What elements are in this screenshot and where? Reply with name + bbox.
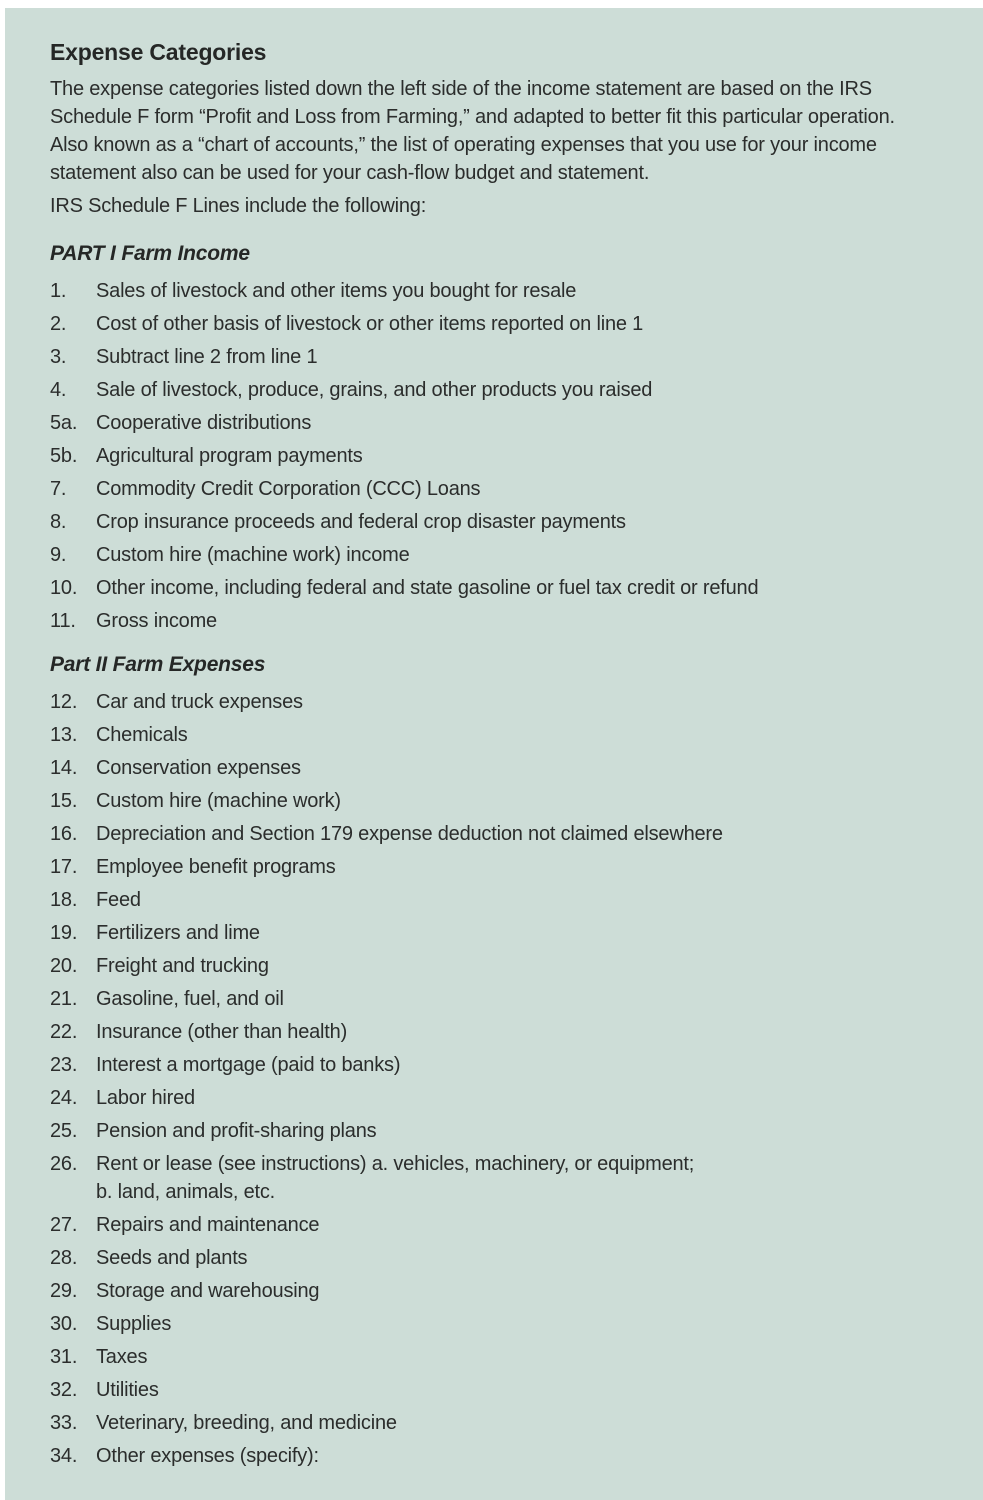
- list-item-text-line: Other expenses (specify):: [96, 1445, 319, 1467]
- list-item-text-line: Interest a mortgage (paid to banks): [96, 1054, 401, 1076]
- list-item-text-line: Sale of livestock, produce, grains, and other products you raised: [96, 379, 653, 401]
- list-item: [50, 1117, 935, 1145]
- part1-income-list: [50, 277, 935, 635]
- list-item-text: [96, 277, 935, 305]
- list-item-text-line: Subtract line 2 from line 1: [96, 346, 318, 368]
- list-item: [50, 1442, 935, 1470]
- list-item-text-line: Repairs and maintenance: [96, 1214, 320, 1236]
- list-item-text-line: Insurance (other than health): [96, 1021, 348, 1043]
- list-item: [50, 376, 935, 404]
- list-item: [50, 1211, 935, 1239]
- list-item-text-line: Labor hired: [96, 1087, 195, 1109]
- list-item-number: 13.: [50, 724, 78, 746]
- list-item-number: 33.: [50, 1412, 78, 1434]
- list-item: [50, 541, 935, 569]
- list-item-text-line: Storage and warehousing: [96, 1280, 320, 1302]
- list-item-text: [96, 607, 935, 635]
- list-item: [50, 574, 935, 602]
- list-item-text: [96, 442, 935, 470]
- list-item-text-line: Veterinary, breeding, and medicine: [96, 1412, 397, 1434]
- list-item-text: [96, 721, 935, 749]
- list-item: [50, 886, 935, 914]
- list-item-text-line: Gasoline, fuel, and oil: [96, 988, 284, 1010]
- list-item: [50, 853, 935, 881]
- list-item-text: [96, 1343, 935, 1371]
- list-item-text: [96, 1150, 935, 1206]
- list-item: [50, 820, 935, 848]
- list-item-text-line: Depreciation and Section 179 expense deduction not claimed elsewhere: [96, 823, 723, 845]
- list-item: [50, 607, 935, 635]
- list-item-number: 19.: [50, 922, 78, 944]
- list-item-number: 34.: [50, 1445, 78, 1467]
- list-item-text: [96, 1277, 935, 1305]
- list-item-text: [96, 1117, 935, 1145]
- list-item-number: 7.: [50, 478, 67, 500]
- list-item-text-line: Crop insurance proceeds and federal crop disaster payments: [96, 511, 626, 533]
- list-item-number: 17.: [50, 856, 78, 878]
- list-item: [50, 310, 935, 338]
- list-item-text: [96, 853, 935, 881]
- list-item-number: 18.: [50, 889, 78, 911]
- list-item-number: 32.: [50, 1379, 78, 1401]
- list-item: [50, 343, 935, 371]
- lead-in-line: IRS Schedule F Lines include the following:: [50, 195, 427, 217]
- list-item-number: 29.: [50, 1280, 78, 1302]
- list-item: [50, 1409, 935, 1437]
- list-item-number: 1.: [50, 280, 67, 302]
- list-item-text: [96, 508, 935, 536]
- list-item-text-line: Fertilizers and lime: [96, 922, 260, 944]
- list-item-number: 14.: [50, 757, 78, 779]
- list-item: [50, 952, 935, 980]
- list-item-text-line: Gross income: [96, 610, 217, 632]
- list-item: [50, 1343, 935, 1371]
- list-item: [50, 1244, 935, 1272]
- list-item-text-line: Cooperative distributions: [96, 412, 312, 434]
- list-item-text: [96, 1409, 935, 1437]
- list-item: [50, 475, 935, 503]
- list-item-text-line: Taxes: [96, 1346, 148, 1368]
- list-item: [50, 985, 935, 1013]
- list-item-text: [96, 1211, 935, 1239]
- list-item-number: 11.: [50, 610, 76, 632]
- list-item-text: [96, 886, 935, 914]
- list-item: [50, 688, 935, 716]
- list-item-text-line: Rent or lease (see instructions) a. vehicles, machinery, or equipment;: [96, 1153, 695, 1175]
- section-heading-part1: PART I Farm Income: [50, 242, 250, 265]
- list-item-text-line: Employee benefit programs: [96, 856, 336, 878]
- list-item-text-line: Sales of livestock and other items you bought for resale: [96, 280, 577, 302]
- list-item-number: 22.: [50, 1021, 78, 1043]
- list-item: [50, 1084, 935, 1112]
- list-item-text: [96, 985, 935, 1013]
- list-item-text: [96, 1442, 935, 1470]
- list-item: [50, 721, 935, 749]
- list-item-number: 5a.: [50, 412, 78, 434]
- list-item-number: 30.: [50, 1313, 78, 1335]
- list-item-text: [96, 919, 935, 947]
- list-item-text: [96, 574, 935, 602]
- list-item-number: 25.: [50, 1120, 78, 1142]
- list-item-text-line: Freight and trucking: [96, 955, 269, 977]
- list-item-text: [96, 688, 935, 716]
- list-item-text-line: Conservation expenses: [96, 757, 301, 779]
- list-item-text-line: Custom hire (machine work): [96, 790, 341, 812]
- list-item-number: 15.: [50, 790, 78, 812]
- list-item: [50, 787, 935, 815]
- list-item-text: [96, 754, 935, 782]
- list-item-text: [96, 343, 935, 371]
- list-item-number: 31.: [50, 1346, 78, 1368]
- list-item-number: 28.: [50, 1247, 78, 1269]
- list-item: [50, 1150, 935, 1206]
- list-item-text: [96, 475, 935, 503]
- list-item-number: 5b.: [50, 445, 78, 467]
- list-item-number: 23.: [50, 1054, 78, 1076]
- list-item-text-continuation: b. land, animals, etc.: [96, 1181, 276, 1203]
- list-item-text-line: Chemicals: [96, 724, 188, 746]
- list-item-text: [96, 787, 935, 815]
- list-item: [50, 1376, 935, 1404]
- list-item-number: 3.: [50, 346, 67, 368]
- list-item-text-line: Other income, including federal and state gasoline or fuel tax credit or refund: [96, 577, 759, 599]
- list-item-text-line: Feed: [96, 889, 141, 911]
- list-item-text: [96, 1051, 935, 1079]
- list-item-text: [96, 1018, 935, 1046]
- list-item: [50, 277, 935, 305]
- list-item: [50, 1310, 935, 1338]
- list-item-number: 10.: [50, 577, 78, 599]
- list-item-number: 20.: [50, 955, 78, 977]
- list-item-text-line: Utilities: [96, 1379, 159, 1401]
- list-item-text-line: Car and truck expenses: [96, 691, 303, 713]
- list-item-text-line: Commodity Credit Corporation (CCC) Loans: [96, 478, 481, 500]
- list-item-number: 24.: [50, 1087, 78, 1109]
- list-item-text: [96, 376, 935, 404]
- list-item-text-line: Supplies: [96, 1313, 172, 1335]
- section-heading-part2: Part II Farm Expenses: [50, 653, 266, 676]
- list-item-number: 9.: [50, 544, 67, 566]
- part2-expenses-list: [50, 688, 935, 1470]
- list-item-number: 12.: [50, 691, 78, 713]
- list-item-number: 2.: [50, 313, 67, 335]
- intro-paragraph: The expense categories listed down the left side of the income statement are based on the IRS Schedule F form “Profit and Loss from Farming,” and adapted to better fit this particular operation. Also known as a “chart of accounts,” the list of operating expenses that you use for your income statement also can be used for your cash-flow budget and statement.: [50, 78, 895, 184]
- list-item-text: [96, 1376, 935, 1404]
- page-title: Expense Categories: [50, 39, 267, 65]
- list-item: [50, 508, 935, 536]
- list-item: [50, 409, 935, 437]
- list-item: [50, 442, 935, 470]
- list-item: [50, 1018, 935, 1046]
- list-item: [50, 1051, 935, 1079]
- list-item-number: 27.: [50, 1214, 78, 1236]
- list-item-number: 26.: [50, 1153, 78, 1175]
- document-content: [5, 8, 983, 1470]
- list-item-text-line: Pension and profit-sharing plans: [96, 1120, 377, 1142]
- list-item-text: [96, 1244, 935, 1272]
- list-item: [50, 754, 935, 782]
- list-item-text: [96, 1084, 935, 1112]
- list-item-number: 21.: [50, 988, 78, 1010]
- list-item-text: [96, 541, 935, 569]
- list-item-text: [96, 310, 935, 338]
- list-item-text-line: Cost of other basis of livestock or other items reported on line 1: [96, 313, 644, 335]
- list-item-text: [96, 1310, 935, 1338]
- list-item-number: 8.: [50, 511, 67, 533]
- list-item-text: [96, 952, 935, 980]
- document-page-panel: [5, 8, 983, 1500]
- list-item-text-line: Agricultural program payments: [96, 445, 363, 467]
- list-item: [50, 1277, 935, 1305]
- list-item-text-line: Seeds and plants: [96, 1247, 248, 1269]
- list-item-number: 4.: [50, 379, 67, 401]
- list-item-text: [96, 820, 935, 848]
- list-item-number: 16.: [50, 823, 78, 845]
- list-item-text-line: Custom hire (machine work) income: [96, 544, 410, 566]
- list-item-text: [96, 409, 935, 437]
- list-item: [50, 919, 935, 947]
